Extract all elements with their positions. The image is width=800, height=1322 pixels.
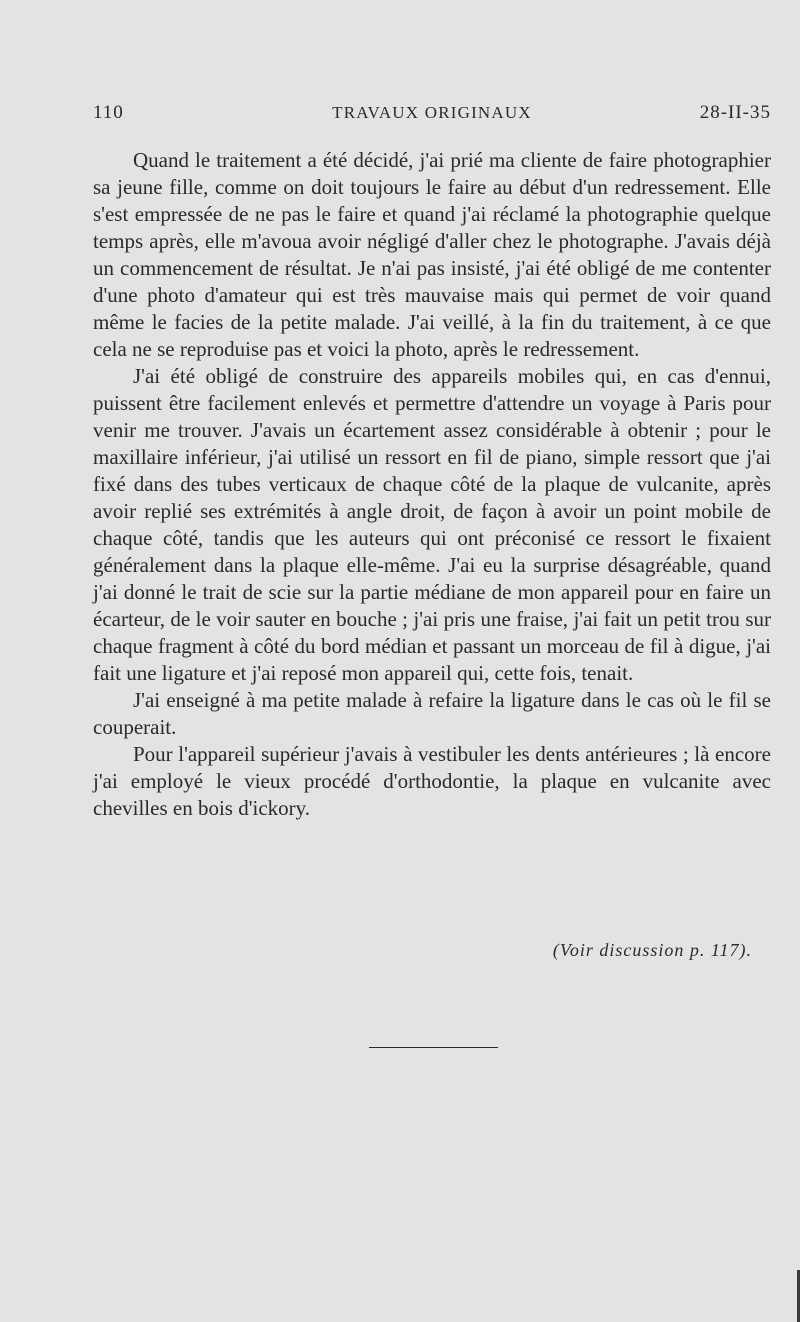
discussion-reference: (Voir discussion p. 117). bbox=[552, 940, 752, 960]
issue-date: 28-II-35 bbox=[699, 102, 771, 123]
running-title: TRAVAUX ORIGINAUX bbox=[332, 103, 532, 122]
paragraph-4: Pour l'appareil supérieur j'avais à vestibuler les dents antérieures ; là encore j'ai employé le vieux procédé d'orthodontie, la plaque en vulcanite avec chevilles en bois d'ickory. bbox=[93, 742, 771, 820]
running-header bbox=[93, 102, 771, 130]
paragraph-1: Quand le traitement a été décidé, j'ai prié ma cliente de faire photographier sa jeune fille, comme on doit toujours le faire au début d'un redressement. Elle s'est empressée de ne pas le faire et quand j'ai réclamé la photographie quelque temps après, elle m'avoua avoir négligé d'aller chez le photographe. J'avais déjà un commencement de résultat. Je n'ai pas insisté, j'ai été obligé de me contenter d'une photo d'amateur qui est très mauvaise mais qui permet de voir quand même le facies de la petite malade. J'ai veillé, à la fin du traitement, à ce que cela ne se reproduise pas et voici la photo, après le redressement. bbox=[93, 148, 771, 361]
body-text bbox=[93, 147, 771, 822]
section-end-rule bbox=[369, 1047, 498, 1048]
paragraph-2: J'ai été obligé de construire des appareils mobiles qui, en cas d'ennui, puissent être facilement enlevés et permettre d'attendre un voyage à Paris pour venir me trouver. J'avais un écartement assez considérable à obtenir ; pour le maxillaire inférieur, j'ai utilisé un ressort en fil de piano, simple ressort que j'ai fixé dans des tubes verticaux de chaque côté de la plaque de vulcanite, après avoir replié ses extrémités à angle droit, de façon à avoir un point mobile de chaque côté, tandis que les auteurs qui ont préconisé ce ressort le fixaient généralement dans la plaque elle-même. J'ai eu la surprise désagréable, quand j'ai donné le trait de scie sur la partie médiane de mon appareil pour en faire un écarteur, de le voir sauter en bouche ; j'ai pris une fraise, j'ai fait un petit trou sur chaque fragment à côté du bord médian et passant un morceau de fil à digue, j'ai fait une ligature et j'ai reposé mon appareil qui, cette fois, tenait. bbox=[93, 364, 771, 685]
page-number: 110 bbox=[93, 102, 124, 123]
paragraph-3: J'ai enseigné à ma petite malade à refaire la ligature dans le cas où le fil se couperait. bbox=[93, 688, 771, 739]
